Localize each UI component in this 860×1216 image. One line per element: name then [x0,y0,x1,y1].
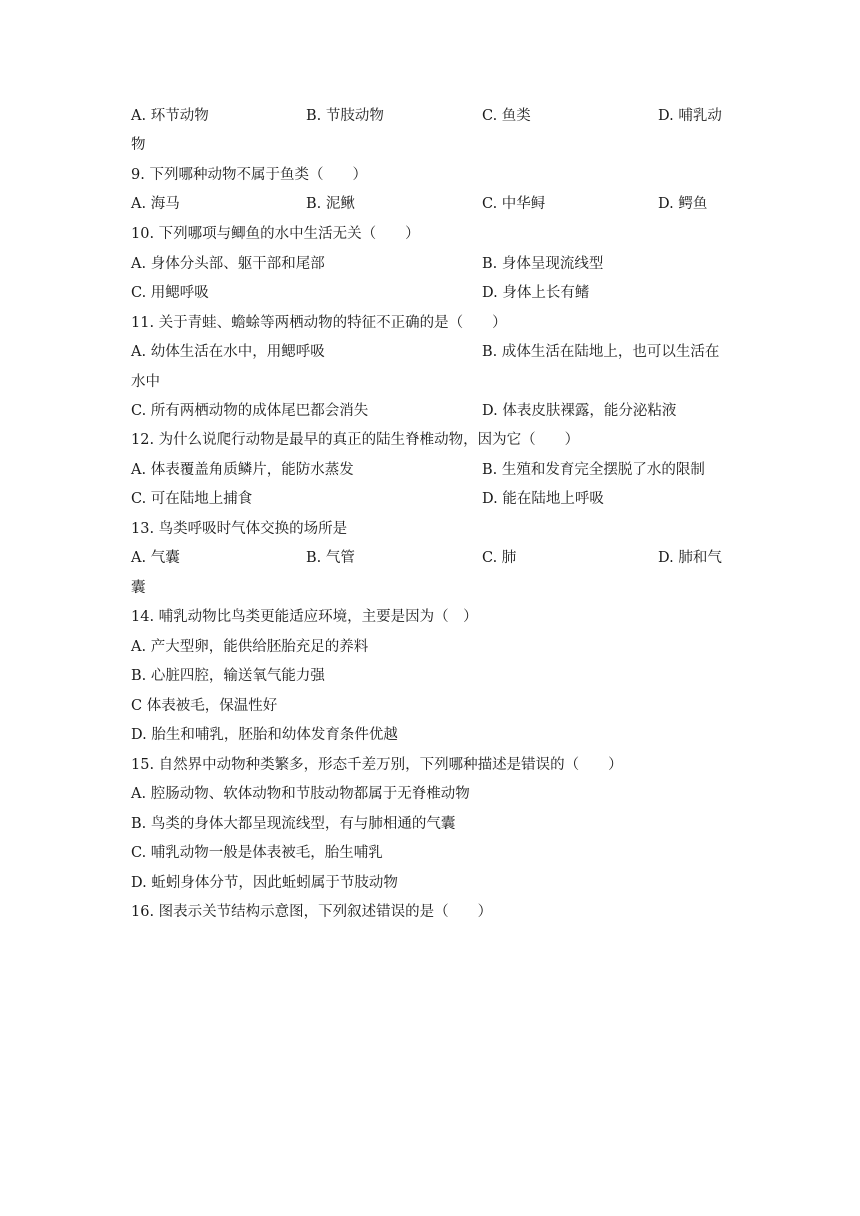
answer-option: B. 节肢动物 [306,108,384,124]
answer-option: B. 身体呈现流线型 [482,256,604,272]
text-line: 12. 为什么说爬行动物是最早的真正的陆生脊椎动物，因为它（ ） [131,432,580,448]
text-line: B. 鸟类的身体大都呈现流线型，有与肺相通的气囊 [131,816,456,832]
text-line: 水中 [131,374,160,390]
text-line: 15. 自然界中动物种类繁多，形态千差万别，下列哪种描述是错误的（ ） [131,757,623,773]
answer-option: C. 中华鲟 [482,196,546,212]
text-line: D. 蚯蚓身体分节，因此蚯蚓属于节肢动物 [131,875,398,891]
text-line: C 体表被毛，保温性好 [131,698,278,714]
text-line: 16. 图表示关节结构示意图，下列叙述错误的是（ ） [131,904,493,920]
answer-option: A. 幼体生活在水中，用鳃呼吸 [131,344,325,360]
text-line: B. 心脏四腔，输送氧气能力强 [131,668,325,684]
text-line: 11. 关于青蛙、蟾蜍等两栖动物的特征不正确的是（ ） [131,315,507,331]
answer-option: A. 环节动物 [131,108,209,124]
answer-option: C. 肺 [482,550,517,566]
text-line: 9. 下列哪种动物不属于鱼类（ ） [131,167,367,183]
text-line: 10. 下列哪项与鲫鱼的水中生活无关（ ） [131,226,420,242]
answer-option: D. 哺乳动 [658,108,722,124]
text-line: A. 产大型卵，能供给胚胎充足的养料 [131,639,369,655]
answer-option: B. 成体生活在陆地上，也可以生活在 [482,344,720,360]
answer-option: A. 海马 [131,196,180,212]
text-line: 囊 [131,580,146,596]
answer-option: C. 鱼类 [482,108,531,124]
text-line: C. 哺乳动物一般是体表被毛，胎生哺乳 [131,845,383,861]
answer-option: D. 身体上长有鳍 [482,285,590,301]
answer-option: B. 泥鳅 [306,196,355,212]
answer-option: C. 所有两栖动物的成体尾巴都会消失 [131,403,369,419]
text-line: D. 胎生和哺乳，胚胎和幼体发育条件优越 [131,727,398,743]
answer-option: D. 肺和气 [658,550,722,566]
text-line: 物 [131,137,146,153]
answer-option: B. 气管 [306,550,355,566]
answer-option: A. 身体分头部、躯干部和尾部 [131,256,325,272]
answer-option: D. 鳄鱼 [658,196,708,212]
answer-option: C. 可在陆地上捕食 [131,491,253,507]
answer-option: D. 能在陆地上呼吸 [482,491,604,507]
text-line: A. 腔肠动物、软体动物和节肢动物都属于无脊椎动物 [131,786,470,802]
answer-option: A. 气囊 [131,550,180,566]
answer-option: B. 生殖和发育完全摆脱了水的限制 [482,462,705,478]
answer-option: D. 体表皮肤裸露，能分泌粘液 [482,403,677,419]
text-line: 14. 哺乳动物比鸟类更能适应环境，主要是因为（ ） [131,609,478,625]
answer-option: C. 用鳃呼吸 [131,285,209,301]
answer-option: A. 体表覆盖角质鳞片，能防水蒸发 [131,462,354,478]
text-line: 13. 鸟类呼吸时气体交换的场所是 [131,521,348,537]
